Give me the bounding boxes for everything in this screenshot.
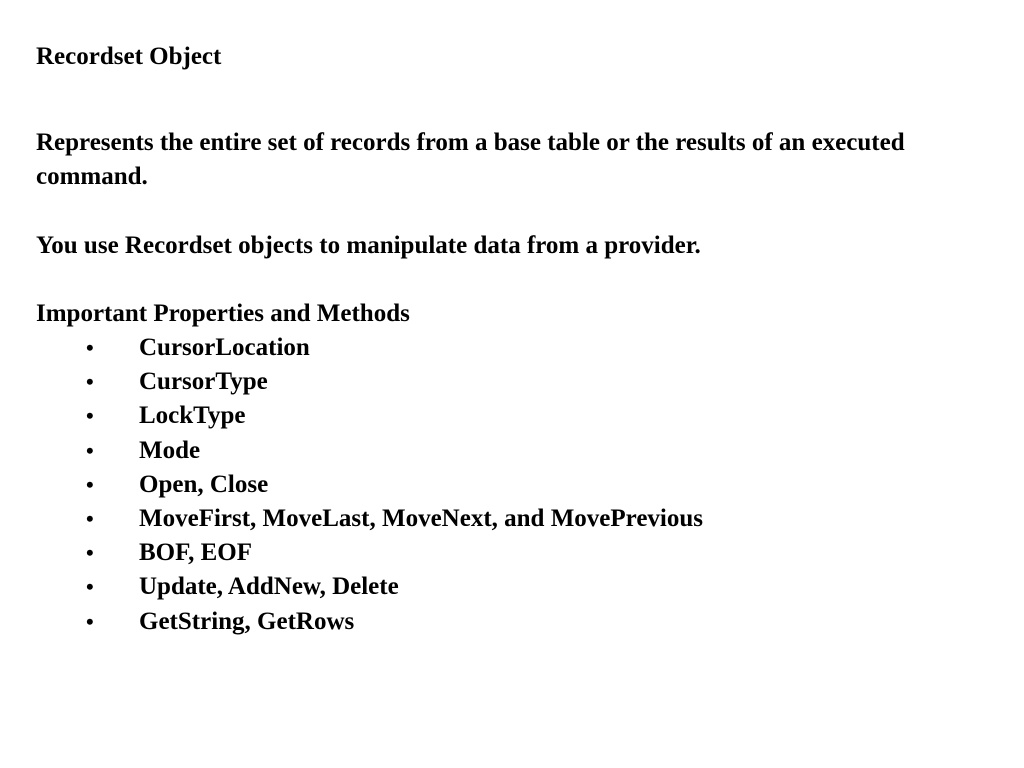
bullet-icon: •: [86, 403, 94, 429]
list-item-text: CursorType: [139, 368, 268, 396]
list-item-text: BOF, EOF: [139, 539, 252, 567]
bullet-icon: •: [86, 574, 94, 600]
description-paragraph: Represents the entire set of records from a base table or the results of an executed command.: [36, 129, 905, 190]
list-item-text: Update, AddNew, Delete: [139, 573, 399, 601]
bullet-icon: •: [86, 335, 94, 360]
list-item-text: Mode: [139, 436, 201, 464]
list-item-text: GetString, GetRows: [139, 607, 355, 635]
bullet-icon: •: [86, 540, 94, 566]
bullet-icon: •: [86, 608, 94, 634]
bullet-icon: •: [86, 471, 94, 497]
bullet-icon: •: [86, 369, 94, 395]
list-item-text: CursorLocation: [139, 334, 310, 361]
bullet-icon: •: [86, 437, 94, 463]
slide-title: Recordset Object: [36, 43, 222, 70]
list-item-text: LockType: [139, 402, 246, 430]
bullet-icon: •: [86, 505, 94, 531]
list-item-text: MoveFirst, MoveLast, MoveNext, and MovePrevious: [139, 504, 703, 532]
section-title: Important Properties and Methods: [36, 300, 410, 327]
list-item-text: Open, Close: [139, 470, 269, 498]
usage-paragraph: You use Recordset objects to manipulate data from a provider.: [36, 232, 701, 259]
